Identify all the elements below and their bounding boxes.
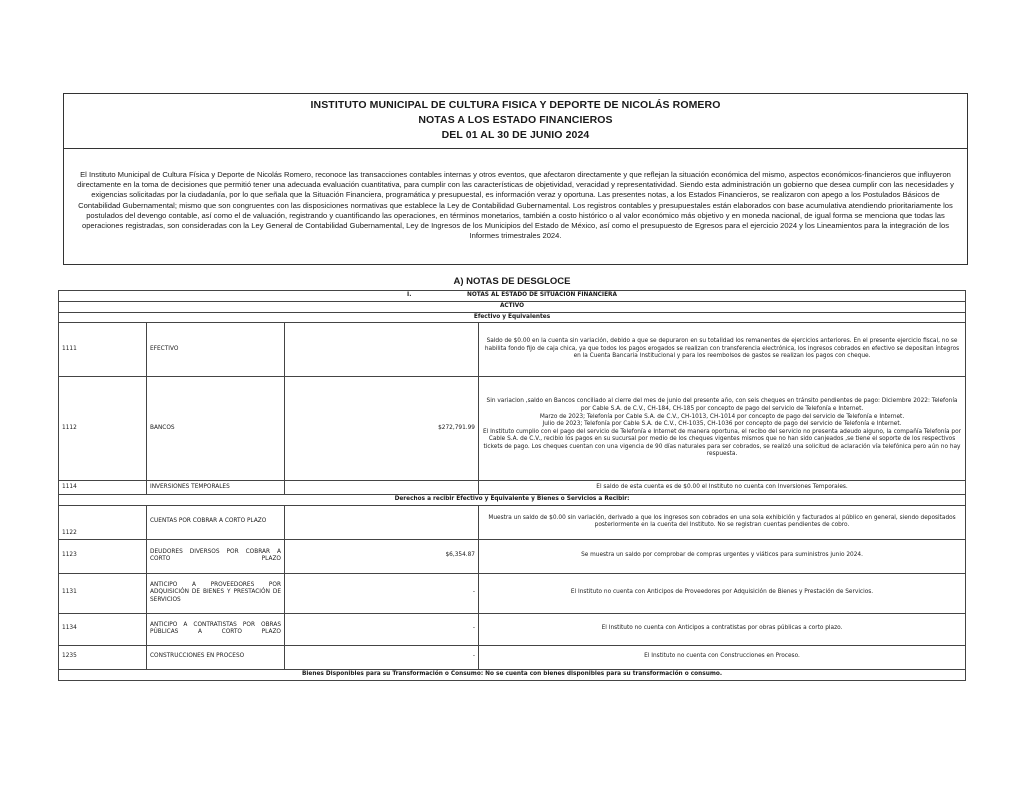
account-concept: INVERSIONES TEMPORALES	[147, 481, 285, 495]
document-subtitle: NOTAS A LOS ESTADO FINANCIEROS	[418, 114, 613, 126]
notes-table	[58, 290, 966, 681]
account-amount	[285, 323, 479, 377]
account-code: 1122	[59, 505, 147, 539]
group-row	[59, 495, 966, 506]
account-concept: CUENTAS POR COBRAR A CORTO PLAZO	[147, 505, 285, 539]
account-concept: BANCOS	[147, 377, 285, 481]
table-row	[59, 377, 966, 481]
account-amount	[285, 481, 479, 495]
bank-note-line: Marzo de 2023; Telefonía por Cable S.A. de C.V., CH-1013, CH-1014 por concepto de pago del servicio de Telefonía e Internet.	[539, 413, 905, 420]
table-row	[59, 645, 966, 669]
account-note: Saldo de $0.00 en la cuenta sin variación, debido a que se depuraron en su totalidad los remanentes de ejercicios anteriores. En el presente ejercicio fiscal, no se habilita fondo fijo de caja chica, ya que todos los pagos erogados se realizan con transferencia electrónica, los ingresos cobrados en efectivo se depositan íntegros en la Cuenta Bancaria Institucional y para los reembolsos de gastos se realizan los pagos con cheque.	[479, 323, 966, 377]
statement-heading	[59, 291, 966, 302]
group-cash-equivalents: Efectivo y Equivalentes	[59, 312, 966, 323]
heading-number: I.	[407, 292, 412, 298]
bank-note-line: El Instituto cumplio con el pago del servicio de Telefonía e Internet de manera oportuna, el recibo del servicio no presenta adeudo alguno, la compañía Telefonía por Cable S.A. de C.V., recibio los pagos en su sucursal por medio de los cheques vigentes mismos que no han sido canjeados ,se tiene el soporte de los respectivos tickets de pago. Los cheques cuentan con una vigencia de 90 días naturales para ser cobrados, se realizó una solicitud de aclaración vía telefónica pero aún no hay respuesta.	[482, 428, 962, 458]
account-amount	[285, 505, 479, 539]
account-note: El Instituto no cuenta con Anticipos de Proveedores por Adquisición de Bienes y Prestación de Servicios.	[479, 573, 966, 613]
group-receivables: Derechos a recibir Efectivo y Equivalente y Bienes o Servicios a Recibir:	[59, 495, 966, 506]
table-heading-row	[59, 291, 966, 302]
account-code: 1131	[59, 573, 147, 613]
table-row	[59, 539, 966, 573]
table-row	[59, 505, 966, 539]
title-block	[64, 94, 967, 149]
table-row	[59, 481, 966, 495]
account-code: 1235	[59, 645, 147, 669]
activo-row	[59, 301, 966, 312]
account-note: El saldo de esta cuenta es de $0.00 el Instituto no cuenta con Inversiones Temporales.	[479, 481, 966, 495]
group-row	[59, 312, 966, 323]
header-box	[63, 93, 968, 265]
account-amount: $272,791.99	[285, 377, 479, 481]
account-concept: EFECTIVO	[147, 323, 285, 377]
bank-note-line: Julio de 2023; Telefonía por Cable S.A. de C.V., CH-1035, CH-1036 por concepto de pago del servicio de Telefonía e Internet.	[542, 421, 902, 428]
account-code: 1123	[59, 539, 147, 573]
section-title: A) NOTAS DE DESGLOCE	[453, 276, 571, 287]
account-code: 1134	[59, 613, 147, 645]
account-amount: -	[285, 573, 479, 613]
report-period: DEL 01 AL 30 DE JUNIO 2024	[441, 129, 590, 141]
footer-row	[59, 669, 966, 680]
activo-label: ACTIVO	[59, 301, 966, 312]
heading-text: NOTAS AL ESTADO DE SITUACIÓN FINANCIERA	[467, 292, 618, 298]
account-note: El Instituto no cuenta con Construcciones en Proceso.	[479, 645, 966, 669]
footer-note: Bienes Disponibles para su Transformación o Consumo: No se cuenta con bienes disponibles para su transformación o consumo.	[59, 669, 966, 680]
account-note: El Instituto no cuenta con Anticipos a contratistas por obras públicas a corto plazo.	[479, 613, 966, 645]
account-note	[479, 377, 966, 481]
table-row	[59, 323, 966, 377]
table-row	[59, 573, 966, 613]
institution-title: INSTITUTO MUNICIPAL DE CULTURA FISICA Y DEPORTE DE NICOLÁS ROMERO	[310, 99, 721, 111]
account-concept: ANTICIPO A CONTRATISTAS POR OBRAS PÚBLICAS A CORTO PLAZO	[147, 613, 285, 645]
account-note: Se muestra un saldo por comprobar de compras urgentes y viáticos para suministros junio 2024.	[479, 539, 966, 573]
account-code: 1111	[59, 323, 147, 377]
account-amount: -	[285, 613, 479, 645]
table-row	[59, 613, 966, 645]
account-code: 1114	[59, 481, 147, 495]
account-note: Muestra un saldo de $0.00 sin variación, derivado a que los ingresos son cobrados en una sola exhibición y facturados al público en general, siendo depositados posteriormente en la cuenta del Instituto. No se registran cuentas pendientes de cobro.	[479, 505, 966, 539]
bank-note-line: Sin variacion ,saldo en Bancos conciliado al cierre del mes de junio del presente año, con seis cheques en tránsito pendientes de pago: Diciembre 2022: Telefonía por Cable S.A. de C.V., CH-184, CH-185 por concepto de pago del servicio de Telefonía e Internet.	[486, 398, 958, 412]
account-concept: CONSTRUCCIONES EN PROCESO	[147, 645, 285, 669]
account-amount: -	[285, 645, 479, 669]
account-amount: $6,354.87	[285, 539, 479, 573]
account-concept: DEUDORES DIVERSOS POR COBRAR A CORTO PLAZO	[147, 539, 285, 573]
intro-paragraph: El Instituto Municipal de Cultura Física y Deporte de Nicolás Romero, reconoce las transacciones contables internas y otros eventos, que afectaron directamente y que reflejan la situación económica del mismo, aspectos económicos-financieros que influyeron directamente en la toma de decisiones que permitió tener una adecuada evaluación cuantitativa, para cumplir con las características de objetividad, veracidad y representatividad. Siendo esta administración un gobierno que desea cumplir con las necesidades y exigencias solicitadas por la ciudadanía, por lo que señala que la Situación Financiera, programática y presupuestal, es información veraz y oportuna. Las presentes notas, a los Estados Financieros, se realizaron con apego a los Postulados Básicos de Contabilidad Gubernamental; mismo que son congruentes con las disposiciones normativas que establece la Ley de Contabilidad Gubernamental. Los registros contables y presupuestales están elaborados con base acumulativa atendiendo prioritariamente los postulados del devengo contable, así como el de valuación, registrando y cuantificando las operaciones, en términos monetarios, también a costo histórico o al valor económico más objetivo y en moneda nacional, de igual forma se menciona que todas las operaciones registradas, son consideradas con la Ley General de Contabilidad Gubernamental, Ley de Ingresos de los Municipios del Estado de México, así como el presupuesto de Egresos para el ejercicio 2024 y los Lineamientos para la integración de los Informes trimestrales 2024.	[77, 170, 954, 241]
account-code: 1112	[59, 377, 147, 481]
account-concept: ANTICIPO A PROVEEDORES POR ADQUISICIÓN DE BIENES Y PRESTACIÓN DE SERVICIOS	[147, 573, 285, 613]
